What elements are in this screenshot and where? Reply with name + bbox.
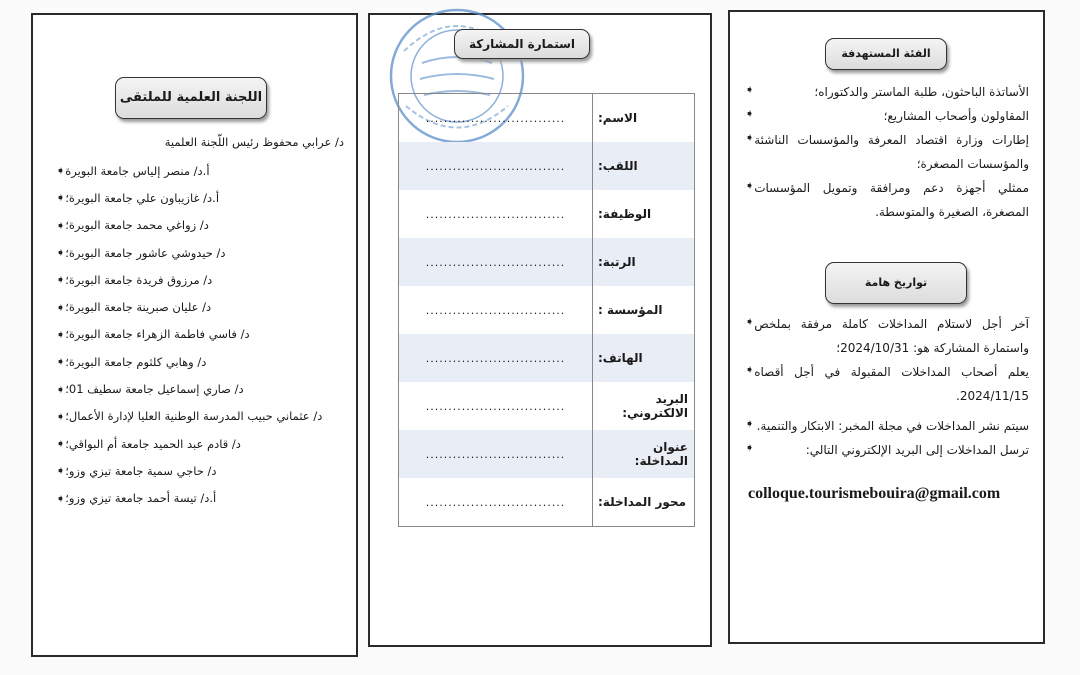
- list-item: ➧ سيتم نشر المداخلات في مجلة المخبر: الابتكار والتنمية.: [739, 414, 1029, 438]
- list-item: ➧ المقاولون وأصحاب المشاريع؛: [739, 104, 1029, 128]
- list-item: ➧ د/ حاجي سمية جامعة تيزي وزو؛: [56, 463, 217, 478]
- paper-axis-field[interactable]: ...............................: [399, 478, 593, 526]
- arrow-bullet-icon: ➧: [56, 327, 66, 341]
- list-item: ➧ د/ وهابي كلثوم جامعة البويرة؛: [56, 354, 207, 369]
- list-item: ➧ أ.د/ غازيباون علي جامعة البويرة؛: [56, 190, 220, 205]
- list-item: ➧ د/ مرزوق فريدة جامعة البويرة؛: [56, 272, 213, 287]
- target-audience-list: [739, 80, 1029, 224]
- paper-title-label: عنوان المداخلة:: [634, 440, 688, 468]
- committee-members-list: [44, 157, 344, 512]
- arrow-bullet-icon: ➧: [745, 441, 755, 454]
- list-item: ➧ أ.د/ منصر إلياس جامعة البويرة: [56, 163, 210, 178]
- arrow-bullet-icon: ➧: [56, 464, 66, 478]
- name-label: الاسم:: [598, 111, 638, 125]
- list-item: ➧ الأساتذة الباحثون، طلبة الماستر والدكتوراه؛: [739, 80, 1029, 104]
- surname-field[interactable]: ...............................: [399, 142, 593, 190]
- rank-field[interactable]: ...............................: [399, 238, 593, 286]
- list-item: ➧ د/ عثماني حبيب المدرسة الوطنية العليا لإدارة الأعمال؛: [56, 409, 323, 424]
- job-field[interactable]: ...............................: [399, 190, 593, 238]
- name-field[interactable]: ...............................: [399, 94, 593, 142]
- form-row-job: [399, 190, 694, 238]
- participation-form-panel: [368, 13, 712, 647]
- arrow-bullet-icon: ➧: [56, 300, 66, 314]
- list-item: ➧ د/ فاسي فاطمة الزهراء جامعة البويرة؛: [56, 327, 250, 342]
- target-audience-title: الفئة المستهدفة: [825, 38, 947, 70]
- arrow-bullet-icon: ➧: [56, 437, 66, 451]
- institution-field[interactable]: ...............................: [399, 286, 593, 334]
- arrow-bullet-icon: ➧: [56, 273, 66, 287]
- arrow-bullet-icon: ➧: [56, 491, 66, 505]
- phone-field[interactable]: ...............................: [399, 334, 593, 382]
- form-row-name: [399, 94, 694, 142]
- participation-form-table: [398, 93, 695, 527]
- list-item: ➧ د/ صاري إسماعيل جامعة سطيف 01؛: [56, 382, 244, 397]
- list-item: ➧ د/ زواغي محمد جامعة البويرة؛: [56, 218, 209, 233]
- surname-label: اللقب:: [598, 159, 638, 173]
- list-item: ➧ آخر أجل لاستلام المداخلات كاملة مرفقة بملخص واستمارة المشاركة هو: 2024/10/31؛: [739, 312, 1029, 360]
- form-row-phone: [399, 334, 694, 382]
- rank-label: الرتبة:: [598, 255, 636, 269]
- job-label: الوظيفة:: [598, 207, 652, 221]
- form-title: استمارة المشاركة: [454, 29, 590, 59]
- arrow-bullet-icon: ➧: [56, 191, 66, 205]
- form-row-surname: [399, 142, 694, 190]
- form-row-paper-title: [399, 430, 694, 478]
- arrow-bullet-icon: ➧: [745, 83, 755, 96]
- submission-email-link[interactable]: colloque.tourismebouira@gmail.com: [748, 485, 1001, 502]
- list-item: ➧ د/ حيدوشي عاشور جامعة البويرة؛: [56, 245, 226, 260]
- arrow-bullet-icon: ➧: [745, 179, 755, 192]
- list-item: ➧ د/ قادم عبد الحميد جامعة أم البواقي؛: [56, 436, 241, 451]
- arrow-bullet-icon: ➧: [745, 417, 755, 430]
- committee-lead: د/ عرابي محفوظ رئيس اللّجنة العلمية: [164, 135, 344, 149]
- list-item: ➧ يعلم أصحاب المداخلات المقبولة في أجل أقصاه 2024/11/15.: [739, 360, 1029, 408]
- list-item: ➧ إطارات وزارة اقتصاد المعرفة والمؤسسات الناشئة والمؤسسات المصغرة؛: [739, 128, 1029, 176]
- arrow-bullet-icon: ➧: [56, 164, 66, 178]
- form-row-email: [399, 382, 694, 430]
- paper-title-field[interactable]: ...............................: [399, 430, 593, 478]
- arrow-bullet-icon: ➧: [745, 131, 755, 144]
- important-dates-title: تواريخ هامة: [825, 262, 967, 304]
- institution-label: المؤسسة :: [598, 303, 663, 317]
- important-dates-list: [739, 312, 1029, 462]
- scientific-committee-panel: [31, 13, 358, 657]
- arrow-bullet-icon: ➧: [745, 363, 755, 376]
- arrow-bullet-icon: ➧: [56, 382, 66, 396]
- arrow-bullet-icon: ➧: [745, 107, 755, 120]
- form-row-paper-axis: [399, 478, 694, 526]
- info-panel: [728, 10, 1045, 644]
- arrow-bullet-icon: ➧: [745, 315, 755, 328]
- arrow-bullet-icon: ➧: [56, 218, 66, 232]
- list-item: ➧ ممثلي أجهزة دعم ومرافقة وتمويل المؤسسات المصغرة، الصغيرة والمتوسطة.: [739, 176, 1029, 224]
- form-row-institution: [399, 286, 694, 334]
- email-field[interactable]: ...............................: [399, 382, 593, 430]
- email-label: البريد الالكتروني:: [622, 392, 688, 420]
- committee-title: اللجنة العلمية للملتقى: [115, 77, 267, 119]
- list-item: ➧ ترسل المداخلات إلى البريد الإلكتروني التالي:: [739, 438, 1029, 462]
- phone-label: الهاتف:: [598, 351, 643, 365]
- arrow-bullet-icon: ➧: [56, 246, 66, 260]
- arrow-bullet-icon: ➧: [56, 409, 66, 423]
- paper-axis-label: محور المداخلة:: [598, 495, 687, 509]
- list-item: ➧ د/ عليان صبرينة جامعة البويرة؛: [56, 300, 212, 315]
- form-row-rank: [399, 238, 694, 286]
- arrow-bullet-icon: ➧: [56, 355, 66, 369]
- list-item: ➧ أ.د/ تيسة أحمد جامعة تيزي وزو؛: [56, 491, 217, 506]
